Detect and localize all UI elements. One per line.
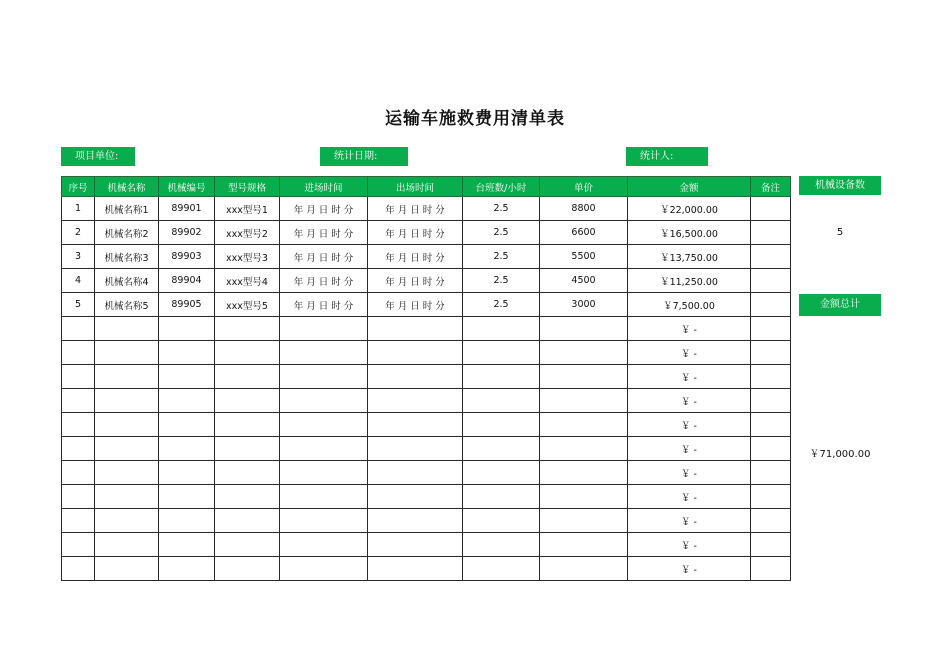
table-row bbox=[62, 221, 791, 245]
table-cell[interactable] bbox=[540, 557, 628, 581]
table-row bbox=[62, 341, 791, 365]
table-cell[interactable] bbox=[368, 437, 463, 461]
table-row bbox=[62, 485, 791, 509]
table-cell[interactable] bbox=[62, 413, 95, 437]
table-cell[interactable] bbox=[215, 437, 280, 461]
table-cell[interactable] bbox=[540, 317, 628, 341]
table-cell[interactable]: ￥ - bbox=[628, 509, 751, 533]
table-cell[interactable]: ￥11,250.00 bbox=[628, 269, 751, 293]
column-header: 机械名称 bbox=[95, 177, 159, 197]
table-cell[interactable] bbox=[463, 317, 540, 341]
table-cell[interactable] bbox=[368, 413, 463, 437]
table-cell[interactable] bbox=[62, 509, 95, 533]
column-header: 金额 bbox=[628, 177, 751, 197]
table-cell[interactable]: 机械名称3 bbox=[95, 245, 159, 269]
table-row bbox=[62, 461, 791, 485]
table-cell[interactable] bbox=[62, 389, 95, 413]
table-cell[interactable] bbox=[280, 413, 368, 437]
table-cell[interactable] bbox=[62, 365, 95, 389]
table-cell[interactable] bbox=[540, 533, 628, 557]
table-cell[interactable]: 5500 bbox=[540, 245, 628, 269]
table-cell[interactable] bbox=[368, 365, 463, 389]
table-cell[interactable] bbox=[751, 533, 791, 557]
table-row bbox=[62, 293, 791, 317]
table-cell[interactable] bbox=[463, 437, 540, 461]
table-cell[interactable] bbox=[215, 485, 280, 509]
table-cell[interactable] bbox=[95, 365, 159, 389]
table-header-row bbox=[62, 177, 791, 197]
table-cell[interactable] bbox=[368, 389, 463, 413]
table-cell[interactable]: 89901 bbox=[159, 197, 215, 221]
table-cell[interactable]: 5 bbox=[62, 293, 95, 317]
table-row bbox=[62, 365, 791, 389]
table-cell[interactable] bbox=[280, 461, 368, 485]
table-cell[interactable]: 4 bbox=[62, 269, 95, 293]
table-cell[interactable]: ￥ - bbox=[628, 413, 751, 437]
table-cell[interactable]: ￥13,750.00 bbox=[628, 245, 751, 269]
table-cell[interactable]: 年 月 日 时 分 bbox=[280, 197, 368, 221]
table-cell[interactable]: ￥7,500.00 bbox=[628, 293, 751, 317]
table-cell[interactable] bbox=[463, 413, 540, 437]
table-cell[interactable]: xxx型号5 bbox=[215, 293, 280, 317]
table-cell[interactable] bbox=[463, 533, 540, 557]
table-cell[interactable]: 89905 bbox=[159, 293, 215, 317]
table-cell[interactable] bbox=[368, 485, 463, 509]
table-row bbox=[62, 437, 791, 461]
table-cell[interactable] bbox=[159, 461, 215, 485]
table-cell[interactable] bbox=[215, 533, 280, 557]
table-row bbox=[62, 413, 791, 437]
table-cell[interactable]: 2.5 bbox=[463, 197, 540, 221]
table-cell[interactable]: 年 月 日 时 分 bbox=[368, 197, 463, 221]
page-title: 运输车施救费用清单表 bbox=[385, 109, 565, 129]
table-cell[interactable]: 1 bbox=[62, 197, 95, 221]
table-cell[interactable]: 年 月 日 时 分 bbox=[280, 269, 368, 293]
table-cell[interactable]: 2.5 bbox=[463, 293, 540, 317]
table-row bbox=[62, 389, 791, 413]
table-row bbox=[62, 557, 791, 581]
table-row bbox=[62, 269, 791, 293]
table-cell[interactable] bbox=[751, 413, 791, 437]
table-cell[interactable]: 年 月 日 时 分 bbox=[280, 293, 368, 317]
table-cell[interactable] bbox=[95, 317, 159, 341]
total-amount-label: 金额总计 bbox=[799, 294, 881, 316]
cost-table bbox=[61, 176, 791, 581]
table-cell[interactable] bbox=[95, 437, 159, 461]
table-cell[interactable]: ￥ - bbox=[628, 485, 751, 509]
table-cell[interactable]: ￥16,500.00 bbox=[628, 221, 751, 245]
table-cell[interactable] bbox=[159, 341, 215, 365]
table-cell[interactable] bbox=[540, 461, 628, 485]
column-header: 备注 bbox=[751, 177, 791, 197]
table-cell[interactable] bbox=[751, 437, 791, 461]
equipment-count-value: 5 bbox=[836, 227, 844, 238]
table-body bbox=[62, 197, 791, 581]
table-cell[interactable] bbox=[463, 485, 540, 509]
table-cell[interactable] bbox=[215, 509, 280, 533]
table-cell[interactable] bbox=[95, 413, 159, 437]
table-cell[interactable] bbox=[159, 557, 215, 581]
table-cell[interactable]: ￥ - bbox=[628, 461, 751, 485]
column-header: 机械编号 bbox=[159, 177, 215, 197]
table-cell[interactable]: xxx型号4 bbox=[215, 269, 280, 293]
table-cell[interactable]: 年 月 日 时 分 bbox=[368, 293, 463, 317]
table-cell[interactable] bbox=[215, 389, 280, 413]
table-row bbox=[62, 509, 791, 533]
column-header: 单价 bbox=[540, 177, 628, 197]
table-cell[interactable]: 年 月 日 时 分 bbox=[368, 269, 463, 293]
table-cell[interactable]: 89903 bbox=[159, 245, 215, 269]
column-header: 型号规格 bbox=[215, 177, 280, 197]
table-cell[interactable] bbox=[62, 317, 95, 341]
table-cell[interactable]: 4500 bbox=[540, 269, 628, 293]
table-cell[interactable] bbox=[751, 317, 791, 341]
table-cell[interactable] bbox=[280, 437, 368, 461]
table-cell[interactable] bbox=[215, 341, 280, 365]
table-cell[interactable]: 2.5 bbox=[463, 245, 540, 269]
column-header: 进场时间 bbox=[280, 177, 368, 197]
table-cell[interactable]: 2.5 bbox=[463, 269, 540, 293]
table-cell[interactable]: 年 月 日 时 分 bbox=[280, 245, 368, 269]
table-cell[interactable] bbox=[280, 509, 368, 533]
table-cell[interactable] bbox=[540, 365, 628, 389]
table-cell[interactable] bbox=[751, 509, 791, 533]
table-cell[interactable] bbox=[540, 509, 628, 533]
table-cell[interactable] bbox=[368, 557, 463, 581]
table-cell[interactable]: ￥ - bbox=[628, 341, 751, 365]
table-cell[interactable] bbox=[215, 557, 280, 581]
table-cell[interactable] bbox=[95, 557, 159, 581]
column-header: 台班数/小时 bbox=[463, 177, 540, 197]
table-cell[interactable]: 年 月 日 时 分 bbox=[368, 221, 463, 245]
stat-date-label: 统计日期: bbox=[320, 147, 408, 166]
table-cell[interactable] bbox=[368, 461, 463, 485]
table-cell[interactable]: 89902 bbox=[159, 221, 215, 245]
table-cell[interactable] bbox=[62, 485, 95, 509]
table-cell[interactable] bbox=[159, 509, 215, 533]
table-cell[interactable] bbox=[95, 509, 159, 533]
table-cell[interactable]: 年 月 日 时 分 bbox=[368, 245, 463, 269]
table-cell[interactable] bbox=[280, 485, 368, 509]
table-cell[interactable] bbox=[368, 509, 463, 533]
table-cell[interactable]: xxx型号1 bbox=[215, 197, 280, 221]
table-cell[interactable] bbox=[62, 557, 95, 581]
table-cell[interactable] bbox=[95, 461, 159, 485]
table-cell[interactable] bbox=[751, 197, 791, 221]
table-cell[interactable] bbox=[463, 341, 540, 365]
table-cell[interactable] bbox=[215, 413, 280, 437]
table-cell[interactable] bbox=[95, 341, 159, 365]
table-cell[interactable] bbox=[280, 557, 368, 581]
table-cell[interactable] bbox=[463, 509, 540, 533]
table-row bbox=[62, 533, 791, 557]
table-cell[interactable] bbox=[463, 389, 540, 413]
table-row bbox=[62, 245, 791, 269]
table-cell[interactable] bbox=[62, 341, 95, 365]
table-cell[interactable] bbox=[540, 437, 628, 461]
table-cell[interactable] bbox=[62, 533, 95, 557]
table-cell[interactable]: ￥ - bbox=[628, 317, 751, 341]
table-cell[interactable]: 8800 bbox=[540, 197, 628, 221]
table-cell[interactable] bbox=[62, 461, 95, 485]
total-amount-value: ￥71,000.00 bbox=[809, 449, 871, 460]
table-cell[interactable]: 机械名称4 bbox=[95, 269, 159, 293]
table-cell[interactable]: ￥ - bbox=[628, 437, 751, 461]
table-cell[interactable] bbox=[159, 389, 215, 413]
table-cell[interactable] bbox=[540, 413, 628, 437]
table-cell[interactable] bbox=[751, 389, 791, 413]
table-cell[interactable] bbox=[368, 341, 463, 365]
table-row bbox=[62, 197, 791, 221]
table-cell[interactable]: 3000 bbox=[540, 293, 628, 317]
table-cell[interactable]: ￥ - bbox=[628, 557, 751, 581]
table-cell[interactable] bbox=[751, 461, 791, 485]
table-cell[interactable] bbox=[751, 365, 791, 389]
table-cell[interactable] bbox=[159, 485, 215, 509]
table-cell[interactable] bbox=[95, 533, 159, 557]
project-unit-label: 项目单位: bbox=[61, 147, 135, 166]
table-cell[interactable] bbox=[463, 365, 540, 389]
table-cell[interactable]: 2.5 bbox=[463, 221, 540, 245]
table-cell[interactable] bbox=[540, 389, 628, 413]
table-cell[interactable] bbox=[751, 485, 791, 509]
stat-person-label: 统计人: bbox=[626, 147, 708, 166]
table-cell[interactable] bbox=[463, 461, 540, 485]
table-cell[interactable] bbox=[540, 341, 628, 365]
table-cell[interactable]: 2 bbox=[62, 221, 95, 245]
table-cell[interactable] bbox=[368, 533, 463, 557]
table-cell[interactable] bbox=[95, 485, 159, 509]
table-cell[interactable] bbox=[751, 221, 791, 245]
table-cell[interactable] bbox=[280, 317, 368, 341]
table-cell[interactable]: 机械名称2 bbox=[95, 221, 159, 245]
table-cell[interactable]: xxx型号2 bbox=[215, 221, 280, 245]
table-cell[interactable] bbox=[463, 557, 540, 581]
table-cell[interactable] bbox=[215, 317, 280, 341]
table-cell[interactable]: ￥ - bbox=[628, 389, 751, 413]
table-cell[interactable]: 机械名称5 bbox=[95, 293, 159, 317]
table-cell[interactable] bbox=[95, 389, 159, 413]
table-cell[interactable] bbox=[280, 533, 368, 557]
column-header: 出场时间 bbox=[368, 177, 463, 197]
table-cell[interactable] bbox=[62, 437, 95, 461]
table-cell[interactable]: 6600 bbox=[540, 221, 628, 245]
table-cell[interactable] bbox=[751, 341, 791, 365]
column-header: 序号 bbox=[62, 177, 95, 197]
table-cell[interactable]: 机械名称1 bbox=[95, 197, 159, 221]
table-cell[interactable]: xxx型号3 bbox=[215, 245, 280, 269]
table-cell[interactable]: 89904 bbox=[159, 269, 215, 293]
table-cell[interactable]: ￥22,000.00 bbox=[628, 197, 751, 221]
table-cell[interactable]: ￥ - bbox=[628, 365, 751, 389]
table-cell[interactable] bbox=[751, 245, 791, 269]
table-cell[interactable] bbox=[280, 389, 368, 413]
table-cell[interactable]: 年 月 日 时 分 bbox=[280, 221, 368, 245]
table-cell[interactable] bbox=[751, 269, 791, 293]
table-cell[interactable]: 3 bbox=[62, 245, 95, 269]
table-cell[interactable]: ￥ - bbox=[628, 533, 751, 557]
table-cell[interactable] bbox=[540, 485, 628, 509]
table-cell[interactable] bbox=[159, 365, 215, 389]
table-cell[interactable] bbox=[368, 317, 463, 341]
table-cell[interactable] bbox=[751, 293, 791, 317]
table-cell[interactable] bbox=[159, 533, 215, 557]
table-cell[interactable] bbox=[159, 437, 215, 461]
equipment-count-label: 机械设备数 bbox=[799, 176, 881, 195]
table-cell[interactable] bbox=[751, 557, 791, 581]
table-cell[interactable] bbox=[159, 317, 215, 341]
table-cell[interactable] bbox=[159, 413, 215, 437]
table-cell[interactable] bbox=[215, 461, 280, 485]
table-cell[interactable] bbox=[215, 365, 280, 389]
table-row bbox=[62, 317, 791, 341]
table-cell[interactable] bbox=[280, 365, 368, 389]
table-cell[interactable] bbox=[280, 341, 368, 365]
